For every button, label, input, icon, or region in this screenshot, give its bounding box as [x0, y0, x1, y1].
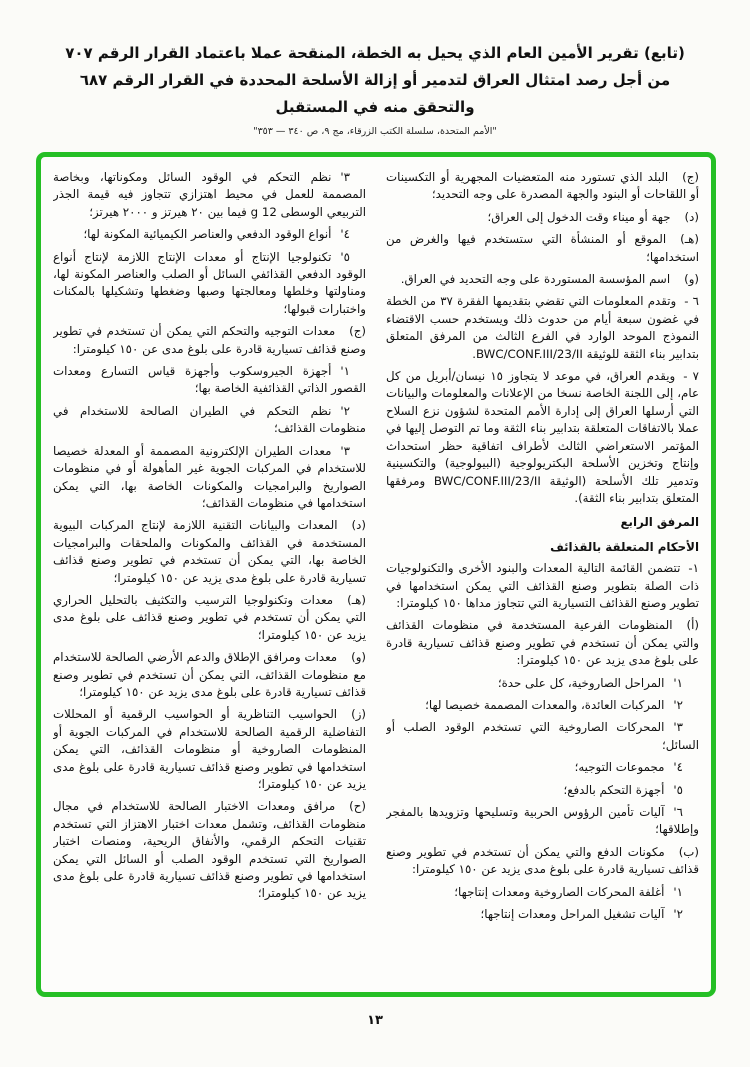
paragraph — [53, 363, 366, 398]
paragraph-text: معدات الطيران الإلكترونية المصممة أو المعدلة خصيصا للاستخدام في المركبات الجوية غير المأهولة أو في منظومات الصواريخ والبرامجيات والمكونات الخاصة بها، التي يمكن استخدامها في منظومات القذائف؛ — [53, 443, 366, 510]
paragraph-text: أغلفة المحركات الصاروخية ومعدات إنتاجها؛ — [454, 884, 665, 899]
paragraph — [386, 675, 699, 692]
list-marker: ٦' — [673, 805, 683, 819]
paragraph — [53, 649, 366, 701]
paragraph-text: تكنولوجيا الإنتاج أو معدات الإنتاج اللازمة لإنتاج أنواع الوقود الدفعي القذائفي السائل أو الصلب والعناصر المكونة لها، ومناولتها وخلطها ومعالجتها وصبها وضغطها وتشكيلها بالمكنات واختبارات قبولها؛ — [53, 249, 366, 316]
paragraph — [53, 706, 366, 793]
paragraph — [386, 560, 699, 612]
list-marker: ٢' — [340, 403, 350, 418]
list-marker: ٥' — [340, 249, 350, 264]
list-marker: ١- — [688, 561, 699, 576]
paragraph — [53, 443, 366, 513]
paragraph-text: معدات وتكنولوجيا الترسيب والتكثيف بالتحليل الحراري التي يمكن أن تستخدم في تطوير وصنع قذائف على بلوغ مدى يزيد عن ١٥٠ كيلومترا؛ — [53, 592, 366, 642]
paragraph — [386, 231, 699, 266]
list-marker: ٥' — [673, 782, 683, 797]
document-header — [0, 40, 750, 140]
paragraph-text: معدات التوجيه والتحكم التي يمكن أن تستخدم في تطوير وصنع قذائف تسيارية قادرة على بلوغ مدى عن ١٥٠ كيلومترا: — [53, 324, 366, 356]
paragraph-text: المرفق الرابع — [620, 515, 699, 530]
paragraph-text: آليات تأمين الرؤوس الحربية وتسليحها وتزويدها بالمفجر وإطلاقها؛ — [386, 805, 699, 837]
list-marker: (هـ) — [680, 232, 699, 247]
paragraph — [53, 323, 366, 358]
paragraph-text: المنظومات الفرعية المستخدمة في منظومات القذائف والتي يمكن أن تستخدم في تطوير وصنع قذائف تسيارية قادرة على بلوغ مدى يزيد عن ١٥٠ كيلومترا: — [386, 618, 699, 668]
list-marker: ٢' — [673, 697, 683, 712]
paragraph-text: المعدات والبيانات التقنية اللازمة لإنتاج المركبات البيوية المستخدمة في القذائف والمكونات والملحقات والبرامجيات الخاصة بها، التي يمكن أن تستخدم في تطوير وصنع قذائف تسيارية قادرة على بلوغ مدى يزيد عن ١٥٠ كيلومترا؛ — [53, 518, 366, 585]
list-marker: ٣' — [673, 720, 683, 735]
paragraph-text: المحركات الصاروخية التي تستخدم الوقود الصلب أو السائل؛ — [386, 720, 699, 752]
paragraph — [53, 249, 366, 319]
paragraph — [386, 782, 699, 799]
list-marker: (ج) — [349, 324, 366, 339]
paragraph — [386, 719, 699, 754]
paragraph-text: معدات ومرافق الإطلاق والدعم الأرضي الصالحة للاستخدام مع منظومات القذائف، التي يمكن أن تستخدم في تطوير وصنع قذائف تسيارية قادرة على بلوغ مدى يزيد عن ١٥٠ كيلومترا؛ — [53, 650, 366, 699]
paragraph-text: أنواع الوقود الدفعي والعناصر الكيميائية المكونة لها؛ — [83, 227, 332, 242]
content-frame — [36, 152, 716, 997]
paragraph — [386, 514, 699, 531]
header-title-line-2: من أجل رصد امتثال العراق لتدمير أو إزالة الأسلحة المحددة في القرار الرقم ٦٨٧ — [79, 71, 671, 89]
header-title-line-3: والتحقق منه في المستقبل — [275, 98, 475, 116]
paragraph — [53, 798, 366, 902]
paragraph — [386, 906, 699, 923]
paragraph — [386, 169, 699, 204]
list-marker: (ح) — [349, 799, 366, 814]
list-marker: (هـ) — [347, 592, 366, 607]
paragraph — [386, 209, 699, 226]
paragraph — [386, 293, 699, 363]
paragraph-text: مرافق ومعدات الاختبار الصالحة للاستخدام في مجال منظومات القذائف، وتشمل معدات اختبار الاهتزاز التي تستخدم تقنيات التحكم الرقمي، والأنفاق الريحية، ومنصات اختبار الصواريخ التي تستخدم الوقود الصلب أو السائل التي يمكن استخدامها في تطوير وصنع قذائف تسيارية قادرة على بلوغ مدى يزيد عن ١٥٠ كيلومترا؛ — [53, 799, 366, 901]
page-number: ١٣ — [367, 1013, 383, 1028]
paragraph-text: مكونات الدفع والتي يمكن أن تستخدم في تطوير وصنع قذائف تسيارية قادرة على بلوغ مدى يزيد عن ١٥٠ كيلومترا: — [386, 844, 699, 877]
list-marker: ١' — [673, 675, 683, 690]
list-marker: (ز) — [351, 707, 366, 722]
paragraph-text: نظم التحكم في الوقود السائل ومكوناتها، وبخاصة المصممة للعمل في محيط اهتزازي تتجاوز فيه قيمة الجذر التربيعي الوسطى 12 g فيما بين ٢٠ هيرتز و ٢٠٠٠ هيرتز؛ — [53, 170, 366, 219]
paragraph — [386, 884, 699, 901]
paragraph — [53, 226, 366, 243]
paragraph — [53, 517, 366, 587]
paragraph-text: اسم المؤسسة المستوردة على وجه التحديد في العراق. — [400, 272, 671, 287]
list-marker: (أ) — [686, 618, 699, 633]
paragraph — [386, 804, 699, 839]
paragraph-text: البلد الذي تستورد منه المتعضيات المجهرية أو التكسينات أو اللقاحات أو البنود والجهة المصدرة على وجه التحديد؛ — [386, 170, 699, 202]
paragraph — [386, 844, 699, 879]
paragraph — [386, 539, 699, 556]
list-marker: (ج) — [682, 170, 699, 184]
paragraph-text: الأحكام المتعلقة بالقذائف — [550, 539, 699, 554]
paragraph-text: ويقدم العراق، في موعد لا يتجاوز ١٥ نيسان/أبريل من كل عام، إلى اللجنة الخاصة نسخا من الإعلانات والمعلومات والبيانات التي أرسلها العراق إلى إدارة الأمم المتحدة لشؤون نزع السلاح عملا بالاتفاقات المتعلقة بتدابير بناء الثقة وما تم التوصل إليها في المؤتمر الاستعراضي الثالث لأطراف اتفاقية حظر استحداث وإنتاج وتخزين الأسلحة البكتريولوجية (البيولوجية) والتكسينية وتدمير تلك الأسلحة (الوثيقة BWC/CONF.III/23/II ومرفقها المتعلق بتدابير بناء الثقة). — [386, 369, 699, 505]
list-marker: (و) — [684, 272, 699, 287]
paragraph-text: وتقدم المعلومات التي تقضي بتقديمها الفقرة ٣٧ من الخطة في غضون سبعة أيام من حدوث ذلك ويستخدم حسب الاقتضاء النموذج الموحد الوارد في الفرع الثالث من المرفق المتعلق بتدابير بناء الثقة للوثيقة BWC/CONF.III/23/II. — [386, 294, 699, 361]
list-marker: (د) — [351, 518, 366, 533]
paragraph — [53, 169, 366, 221]
paragraph — [53, 592, 366, 644]
paragraph-text: تتضمن القائمة التالية المعدات والبنود الأخرى والتكنولوجيات ذات الصلة بتطوير وصنع القذائف التي يمكن استخدامها في تطوير وصنع القذائف التسيارية التي تتجاوز مداها ١٥٠ كيلومترا: — [386, 561, 699, 610]
header-title-line-1: (تابع) تقرير الأمين العام الذي يحيل به الخطة، المنقحة عملا باعتماد القرار الرقم ٧٠٧ — [65, 44, 685, 62]
list-marker: ٢' — [673, 907, 683, 922]
paragraph — [53, 403, 366, 438]
list-marker: (و) — [351, 650, 366, 665]
list-marker: (ب) — [678, 844, 699, 859]
paragraph — [386, 697, 699, 714]
list-marker: ٣' — [340, 443, 350, 458]
paragraph-text: مجموعات التوجيه؛ — [574, 760, 665, 775]
paragraph-text: آليات تشغيل المراحل ومعدات إنتاجها؛ — [480, 907, 665, 922]
header-source-citation: "الأمم المتحدة، سلسلة الكتب الزرقاء، مج ٩، ص ٣٤٠ — ٣٥٣" — [253, 126, 497, 137]
list-marker: ٣' — [340, 170, 350, 184]
list-marker: ٦ - — [684, 294, 699, 309]
paragraph — [386, 617, 699, 669]
paragraph-text: المراحل الصاروخية، كل على حدة؛ — [497, 675, 665, 690]
column-right — [386, 169, 699, 980]
list-marker: ١' — [673, 884, 683, 899]
column-left — [53, 169, 366, 980]
paragraph-text: المركبات العائدة، والمعدات المصممة خصيصا لها؛ — [425, 697, 665, 712]
list-marker: (د) — [684, 209, 699, 224]
paragraph-text: نظم التحكم في الطيران الصالحة للاستخدام في منظومات القذائف؛ — [53, 403, 366, 436]
list-marker: ١' — [340, 364, 350, 379]
list-marker: ٤' — [340, 227, 350, 242]
paragraph — [386, 368, 699, 507]
paragraph-text: الحواسيب التناظرية أو الحواسيب الرقمية أو المحللات التفاضلية الرقمية الصالحة للاستخدام في المركبات الجوية أو المنظومات الصاروخية أو منظومات القذائف، التي يمكن استخدامها في تطوير وصنع قذائف تسيارية قادرة على بلوغ مدى يزيد عن ١٥٠ كيلومترا؛ — [53, 707, 366, 791]
paragraph — [386, 759, 699, 776]
paragraph-text: جهة أو ميناء وقت الدخول إلى العراق؛ — [487, 209, 671, 224]
paragraph-text: الموقع أو المنشأة التي ستستخدم فيها والغرض من استخدامها؛ — [386, 232, 699, 264]
paragraph-text: أجهزة التحكم بالدفع؛ — [563, 782, 665, 797]
paragraph — [386, 271, 699, 288]
paragraph-text: أجهزة الجيروسكوب وأجهزة قياس التسارع ومعدات القصور الذاتي القذائفية الخاصة بها؛ — [53, 364, 366, 396]
list-marker: ٧ - — [683, 369, 699, 384]
list-marker: ٤' — [673, 760, 683, 775]
